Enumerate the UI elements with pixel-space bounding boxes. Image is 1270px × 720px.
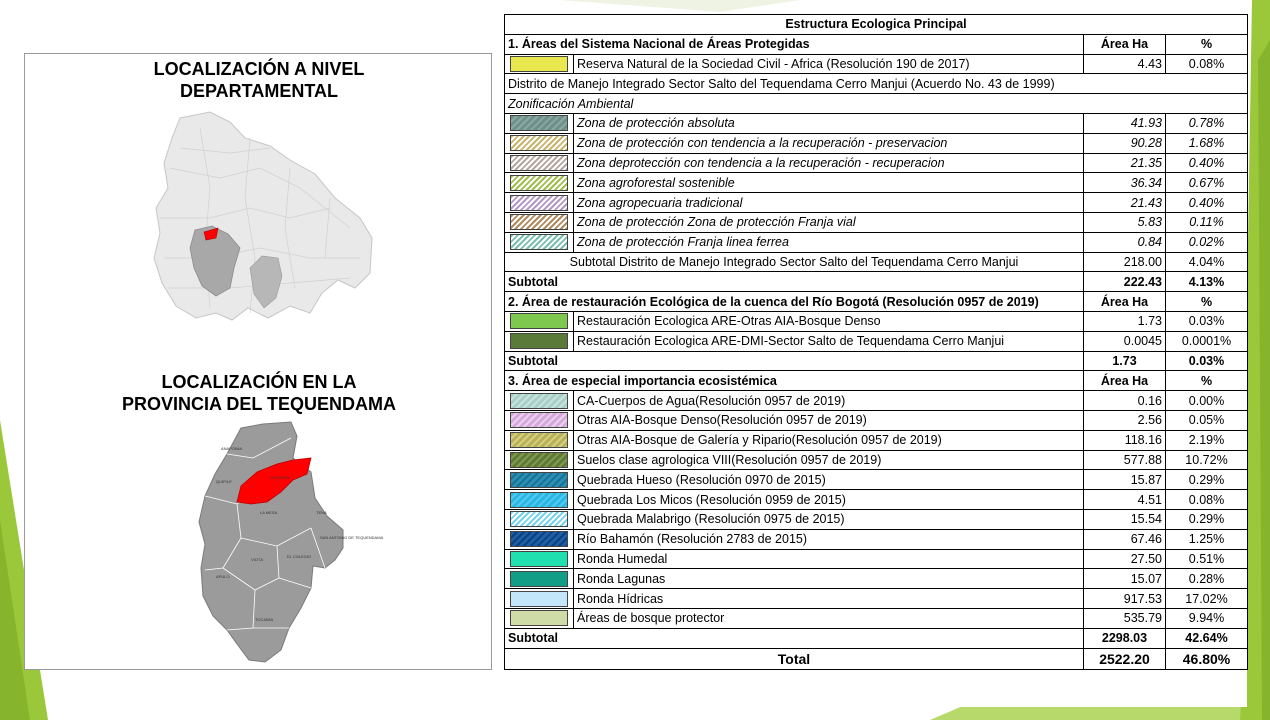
- muni-label: TENA: [316, 510, 327, 515]
- legend-swatch: [510, 531, 568, 547]
- table-row: [505, 608, 1248, 628]
- legend-swatch: [510, 610, 568, 626]
- section-2-header: 2. Área de restauración Ecológica de la cuenca del Río Bogotá (Resolución 0957 de 2019): [505, 292, 1084, 312]
- table-row: [505, 54, 1248, 74]
- row-label: Quebrada Hueso (Resolución 0970 de 2015): [574, 470, 1084, 490]
- swatch-cell: [505, 153, 574, 173]
- swatch-cell: [505, 311, 574, 331]
- row-area: 535.79: [1084, 608, 1166, 628]
- row-area: 67.46: [1084, 529, 1166, 549]
- row-pct: 1.25%: [1166, 529, 1248, 549]
- zonificacion-label: Zonificación Ambiental: [505, 94, 1248, 114]
- table-row: [505, 430, 1248, 450]
- row-label: Otras AIA-Bosque de Galería y Ripario(Resolución 0957 de 2019): [574, 430, 1084, 450]
- table-row: [505, 589, 1248, 609]
- table-row: [505, 173, 1248, 193]
- section-header-row: [505, 292, 1248, 312]
- subtotal-label: Subtotal: [505, 628, 1084, 648]
- table-row: [505, 529, 1248, 549]
- row-label: Restauración Ecologica ARE-Otras AIA-Bosque Denso: [574, 311, 1084, 331]
- col-pct-header: %: [1166, 292, 1248, 312]
- province-map: [193, 418, 353, 666]
- row-label: Zona deprotección con tendencia a la recuperación - recuperacion: [574, 153, 1084, 173]
- muni-label: SAN ANTONIO DE TEQUENDAMA: [320, 535, 384, 540]
- legend-swatch: [510, 551, 568, 567]
- row-pct: 10.72%: [1166, 450, 1248, 470]
- subtotal-area: 1.73: [1084, 351, 1166, 371]
- row-label: Restauración Ecologica ARE-DMI-Sector Salto de Tequendama Cerro Manjui: [574, 331, 1084, 351]
- row-area: 27.50: [1084, 549, 1166, 569]
- legend-swatch: [510, 452, 568, 468]
- subtotal-row: [505, 272, 1248, 292]
- section-1-header: 1. Áreas del Sistema Nacional de Áreas Protegidas: [505, 34, 1084, 54]
- swatch-cell: [505, 569, 574, 589]
- table-title: Estructura Ecologica Principal: [505, 15, 1248, 35]
- row-area: 15.87: [1084, 470, 1166, 490]
- section-3-header: 3. Área de especial importancia ecosistémica: [505, 371, 1084, 391]
- map-title-departmental: LOCALIZACIÓN A NIVEL DEPARTAMENTAL: [153, 59, 365, 101]
- table-row: [505, 331, 1248, 351]
- swatch-cell: [505, 430, 574, 450]
- table-row: [505, 509, 1248, 529]
- subtotal-pct: 4.13%: [1166, 272, 1248, 292]
- table-row: [505, 490, 1248, 510]
- subtotal-row: [505, 628, 1248, 648]
- muni-label: APULO: [216, 574, 230, 579]
- swatch-cell: [505, 410, 574, 430]
- table-row: [505, 232, 1248, 252]
- subtotal-row: [505, 351, 1248, 371]
- row-area: 21.43: [1084, 193, 1166, 213]
- legend-swatch: [510, 412, 568, 428]
- table-row: [505, 252, 1248, 272]
- muni-label: EL COLEGIO: [287, 554, 312, 559]
- swatch-cell: [505, 54, 574, 74]
- table-row: [505, 212, 1248, 232]
- row-label: Quebrada Malabrigo (Resolución 0975 de 2015): [574, 509, 1084, 529]
- row-label: Ronda Hídricas: [574, 589, 1084, 609]
- muni-label: ANAPOIMA: [221, 446, 243, 451]
- row-pct: 0.28%: [1166, 569, 1248, 589]
- row-label: Zona agroforestal sostenible: [574, 173, 1084, 193]
- swatch-cell: [505, 113, 574, 133]
- row-pct: 0.11%: [1166, 212, 1248, 232]
- row-pct: 4.04%: [1166, 252, 1248, 272]
- muni-label: LA MESA: [260, 510, 278, 515]
- row-area: 36.34: [1084, 173, 1166, 193]
- legend-swatch: [510, 115, 568, 131]
- row-pct: 0.08%: [1166, 54, 1248, 74]
- swatch-cell: [505, 193, 574, 213]
- table-row: [505, 549, 1248, 569]
- row-area: 0.84: [1084, 232, 1166, 252]
- row-pct: 0.40%: [1166, 193, 1248, 213]
- legend-swatch: [510, 571, 568, 587]
- eco-structure-table-wrap: [504, 14, 1247, 707]
- row-area: 2.56: [1084, 410, 1166, 430]
- row-pct: 0.08%: [1166, 490, 1248, 510]
- legend-swatch: [510, 56, 568, 72]
- row-area: 118.16: [1084, 430, 1166, 450]
- legend-swatch: [510, 472, 568, 488]
- row-label: Áreas de bosque protector: [574, 608, 1084, 628]
- department-map: [150, 108, 380, 328]
- legend-swatch: [510, 492, 568, 508]
- table-row: [505, 153, 1248, 173]
- muni-label: TOCAIMA: [255, 617, 274, 622]
- row-label: Zona de protección Franja linea ferrea: [574, 232, 1084, 252]
- row-label: Quebrada Los Micos (Resolución 0959 de 2015): [574, 490, 1084, 510]
- row-label: Zona de protección Zona de protección Franja vial: [574, 212, 1084, 232]
- row-pct: 0.78%: [1166, 113, 1248, 133]
- table-row: [505, 470, 1248, 490]
- table-row: [505, 133, 1248, 153]
- map-panel: [24, 53, 492, 670]
- col-pct-header: %: [1166, 371, 1248, 391]
- swatch-cell: [505, 490, 574, 510]
- legend-swatch: [510, 432, 568, 448]
- row-label: Otras AIA-Bosque Denso(Resolución 0957 de 2019): [574, 410, 1084, 430]
- legend-swatch: [510, 591, 568, 607]
- row-area: 577.88: [1084, 450, 1166, 470]
- legend-swatch: [510, 135, 568, 151]
- subtotal-area: 222.43: [1084, 272, 1166, 292]
- swatch-cell: [505, 549, 574, 569]
- table-row: [505, 193, 1248, 213]
- subtotal-pct: 42.64%: [1166, 628, 1248, 648]
- muni-label: CACHIPAY: [270, 475, 290, 480]
- row-pct: 0.67%: [1166, 173, 1248, 193]
- col-pct-header: %: [1166, 34, 1248, 54]
- col-area-header: Área Ha: [1084, 371, 1166, 391]
- table-row: [505, 450, 1248, 470]
- row-label: Ronda Humedal: [574, 549, 1084, 569]
- row-area: 4.51: [1084, 490, 1166, 510]
- row-pct: 1.68%: [1166, 133, 1248, 153]
- row-pct: 0.0001%: [1166, 331, 1248, 351]
- col-area-header: Área Ha: [1084, 292, 1166, 312]
- row-area: 15.54: [1084, 509, 1166, 529]
- row-area: 0.0045: [1084, 331, 1166, 351]
- legend-swatch: [510, 511, 568, 527]
- row-label: Ronda Lagunas: [574, 569, 1084, 589]
- swatch-cell: [505, 608, 574, 628]
- swatch-cell: [505, 391, 574, 411]
- legend-swatch: [510, 195, 568, 211]
- table-row: [505, 569, 1248, 589]
- row-label: Reserva Natural de la Sociedad Civil - Africa (Resolución 190 de 2017): [574, 54, 1084, 74]
- subtotal-label: Subtotal: [505, 272, 1084, 292]
- row-pct: 0.29%: [1166, 470, 1248, 490]
- table-row: [505, 113, 1248, 133]
- swatch-cell: [505, 470, 574, 490]
- row-pct: 0.00%: [1166, 391, 1248, 411]
- row-label: Suelos clase agrologica VIII(Resolución 0957 de 2019): [574, 450, 1084, 470]
- row-pct: 0.40%: [1166, 153, 1248, 173]
- muni-label: VIOTÁ: [251, 557, 264, 562]
- total-label: Total: [505, 648, 1084, 669]
- legend-swatch: [510, 155, 568, 171]
- row-pct: 0.05%: [1166, 410, 1248, 430]
- legend-swatch: [510, 393, 568, 409]
- table-row: [505, 410, 1248, 430]
- row-label: Zona agropecuaria tradicional: [574, 193, 1084, 213]
- row-pct: 0.02%: [1166, 232, 1248, 252]
- row-area: 21.35: [1084, 153, 1166, 173]
- row-area: 15.07: [1084, 569, 1166, 589]
- row-area: 5.83: [1084, 212, 1166, 232]
- row-area: 41.93: [1084, 113, 1166, 133]
- swatch-cell: [505, 173, 574, 193]
- row-area: 4.43: [1084, 54, 1166, 74]
- row-pct: 0.51%: [1166, 549, 1248, 569]
- table-row: [505, 391, 1248, 411]
- swatch-cell: [505, 212, 574, 232]
- row-area: 218.00: [1084, 252, 1166, 272]
- map-title-province: LOCALIZACIÓN EN LA PROVINCIA DEL TEQUENDAMA: [121, 372, 397, 414]
- total-area: 2522.20: [1084, 648, 1166, 669]
- swatch-cell: [505, 529, 574, 549]
- subtotal-label: Subtotal: [505, 351, 1084, 371]
- row-pct: 2.19%: [1166, 430, 1248, 450]
- section-header-row: [505, 371, 1248, 391]
- eco-structure-table: [504, 14, 1248, 670]
- legend-swatch: [510, 214, 568, 230]
- table-title-row: [505, 15, 1248, 35]
- row-area: 0.16: [1084, 391, 1166, 411]
- subtotal-distrito-label: Subtotal Distrito de Manejo Integrado Sector Salto del Tequendama Cerro Manjui: [505, 252, 1084, 272]
- row-pct: 17.02%: [1166, 589, 1248, 609]
- swatch-cell: [505, 133, 574, 153]
- distrito-label: Distrito de Manejo Integrado Sector Salto del Tequendama Cerro Manjui (Acuerdo No. 43 de 1999): [505, 74, 1248, 94]
- row-label: Zona de protección absoluta: [574, 113, 1084, 133]
- subtotal-area: 2298.03: [1084, 628, 1166, 648]
- legend-swatch: [510, 175, 568, 191]
- subtotal-pct: 0.03%: [1166, 351, 1248, 371]
- table-row: [505, 74, 1248, 94]
- row-area: 1.73: [1084, 311, 1166, 331]
- swatch-cell: [505, 509, 574, 529]
- row-area: 90.28: [1084, 133, 1166, 153]
- row-area: 917.53: [1084, 589, 1166, 609]
- row-pct: 0.03%: [1166, 311, 1248, 331]
- total-pct: 46.80%: [1166, 648, 1248, 669]
- legend-swatch: [510, 234, 568, 250]
- row-label: Río Bahamón (Resolución 2783 de 2015): [574, 529, 1084, 549]
- table-row: [505, 311, 1248, 331]
- swatch-cell: [505, 450, 574, 470]
- section-header-row: [505, 34, 1248, 54]
- swatch-cell: [505, 232, 574, 252]
- swatch-cell: [505, 331, 574, 351]
- row-label: CA-Cuerpos de Agua(Resolución 0957 de 2019): [574, 391, 1084, 411]
- table-row: [505, 94, 1248, 114]
- muni-label: QUIPILE: [216, 479, 232, 484]
- col-area-header: Área Ha: [1084, 34, 1166, 54]
- legend-swatch: [510, 333, 568, 349]
- swatch-cell: [505, 589, 574, 609]
- legend-swatch: [510, 313, 568, 329]
- row-pct: 9.94%: [1166, 608, 1248, 628]
- row-label: Zona de protección con tendencia a la recuperación - preservacion: [574, 133, 1084, 153]
- row-pct: 0.29%: [1166, 509, 1248, 529]
- total-row: [505, 648, 1248, 669]
